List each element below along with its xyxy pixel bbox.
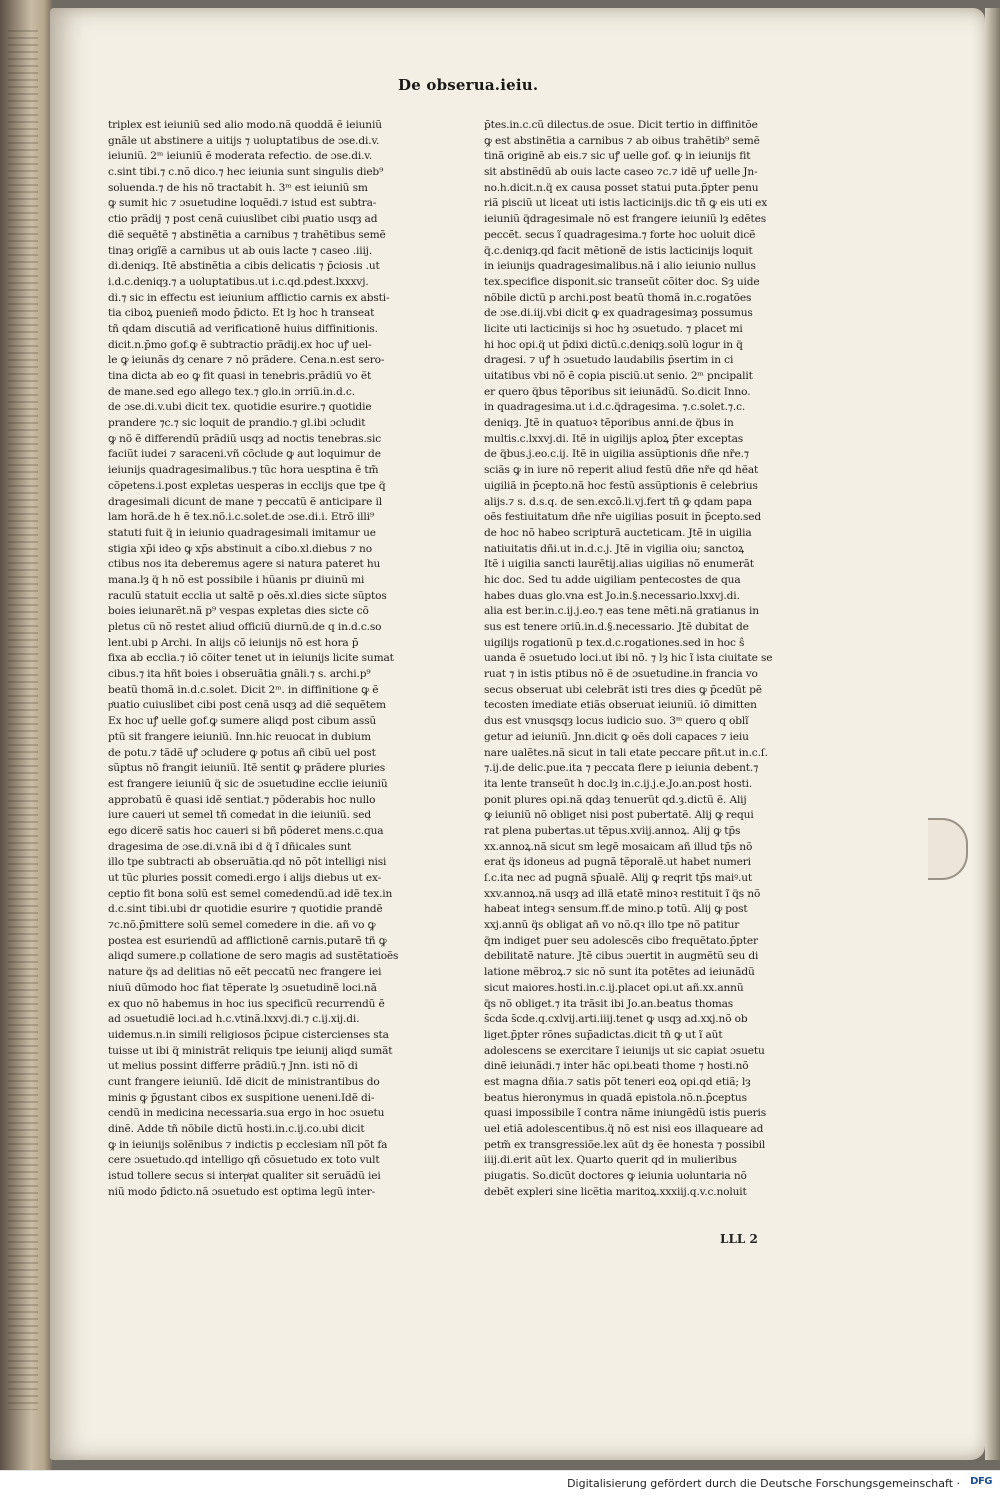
text-line: hic doc. Sed tu adde uigiliam pentecostes de qua [484,573,741,586]
text-line: cibus.⁊ ita hñt boies i obseruãtia gnãli.⁊ s. archi.p⁹ [108,668,371,681]
text-line: ꝙ sumit hic ⁊ ɔsuetudine loquẽdi.⁊ istud est subtra- [108,197,377,210]
text-line: pletus cũ nõ restet aliud officiũ diurnũ.de q in.d.c.so [108,621,382,633]
text-line: alia est ber.in.c.ij.j.eo.⁊ eas tene mẽti.nã gratianus in [484,605,759,618]
text-line: uitatibus vbi nõ ẽ copia pisciũ.ut senio. 2ᵐ pncipalit [484,370,753,382]
text-line: approbatũ ẽ quasi idẽ sentiat.⁊ põderabis hoc nullo [108,793,376,806]
text-line: riã pisciũ ut liceat uti istis lacticinijs.dic tñ ꝙ eis uti ex [484,197,768,210]
text-line: ptũ sit frangere ieiuniũ. Inn.hic reuocat in dubium [108,730,371,743]
text-line: mana.lȝ q̈ h nõ est possibile i hũanis pr diuinũ mi [108,573,365,586]
text-line: statuti fuit q̈ in ieiunio quadragesimali imitamur ue [108,526,376,539]
text-line: gnãle ut abstinere a uitijs ⁊ uoluptatibus de ɔse.di.v. [108,134,380,147]
text-line: habes duas glo.vna est Jo.in.§.necessario.lxxvj.di. [484,589,740,602]
text-line: de ɔse.di.v.ubi dicit tex. quotidie esurire.⁊ quotidie [108,401,372,414]
text-line: ego dicerẽ satis hoc caueri si bñ põderet mens.c.qua [108,824,384,837]
text-line: faciũt iudei ⁊ saraceni.vñ cõclude ꝙ aut loquimur de [108,448,381,461]
text-line: de ɔse.di.iij.vbi dicit ꝙ ex quadragesimaȝ possumus [484,307,753,320]
text-line: ꝙ nõ ẽ differendũ prãdiũ usqȝ ad noctis tenebras.sic [108,432,381,445]
dfg-logo-icon: DFG [970,1476,992,1487]
text-line: niũ modo p̄dicto.nã ɔsuetudo est optima legũ inter- [108,1185,376,1198]
text-line: ctio prãdij ⁊ post cenã cuiuslibet cibi pͦuatio usqȝ ad [108,213,378,226]
text-line: illo tpe subtracti ab obseruãtia.qd nõ põt intelligi nisi [108,856,387,869]
text-line: uanda ẽ ɔsuetudo loci.ut ibi nõ. ⁊ lȝ hic ĩ ista ciuitate se [484,652,773,665]
text-line: stigia xp̄i ideo ꝙ xp̄s abstinuit a cibo.xl.diebus ⁊ no [108,542,372,555]
text-line: q̈.c.deniqȝ.qd facit mẽtionẽ de istis lacticinijs loquit [484,244,753,257]
text-line: deniqȝ. Jtẽ in quatuoꝛ tẽporibus anni.de q̈bus in [484,417,734,430]
text-line: ⁊.ij.de delic.pue.ita ⁊ peccata flere p ieiunia debent.⁊ [484,762,759,775]
text-line: ut tũc pluries possit comedi.ergo i alijs diebus ut ex- [108,872,382,884]
text-line: tinã originẽ ab eis.⁊ sic uꝭ uelle gof. ꝙ in ieiunijs fit [484,150,751,163]
text-line: ad ɔsuetudiẽ loci.ad h.c.vtinã.lxxvj.di.⁊ c.ij.xij.di. [108,1013,360,1026]
text-line: d.c.sint tibi.ubi dr quotidie esurire ⁊ quotidie prandẽ [108,903,383,916]
text-line: boies ieiunarẽt.nã p⁹ vespas expletas dies sicte cõ [108,605,369,618]
text-line: erat q̈s idoneus ad pugnã tẽporalẽ.ut habet numeri [484,856,751,869]
text-line: nõbile dictũ p archi.post beatũ thomã in.c.rogatões [484,291,752,304]
text-line: de q̈bus.j.eo.c.ij. Itẽ in uigilia assũptionis dñe nr̃e.⁊ [484,448,749,461]
text-line: ſ.c.ita nec ad pugnã sp̄ualẽ. Alij ꝙ reqrit tp̄s maiꝰ.ut [484,872,752,884]
text-line: minis ꝙ p̄gustant cibos ex suspitione ueneni.Idẽ di- [108,1091,375,1104]
text-line: prandere ⁊c.⁊ sic loquit de prandio.⁊ gl.ibi ɔcludit [108,417,366,430]
text-line: piugatis. So.dicũt doctores ꝙ ieiunia uoluntaria nõ [484,1170,747,1183]
text-line: ex quo nõ habemus in hoc ius specificũ recurrendũ ẽ [108,997,385,1010]
text-line: ꝙ in ieiunijs solẽnibus ⁊ indictis p ecclesiam nĩl põt fa [108,1138,388,1151]
text-line: peccẽt. secus ĩ quadragesima.⁊ forte hoc uoluit dicẽ [484,228,756,241]
text-line: oẽs festiuitatum dñe nr̃e uigilias posuit in p̄cepto.sed [484,511,762,524]
text-line: cendũ in medicina necessaria.sua ergo in hoc ɔsuetu [108,1107,385,1120]
text-line: er quero q̈bus tẽporibus sit ieiunãdũ. So.dicit Inno. [484,385,751,398]
text-line: est magna dñia.⁊ satis põt teneri eoꝝ opi.qd etiã; lȝ [484,1075,751,1088]
text-line: habeat integꝛ sensum.ff.de mino.p totũ. Alij ꝙ post [484,903,748,916]
text-line: natiuitatis dñi.ut in.d.c.j. Jtẽ in vigilia oiu; sanctoꝝ [484,542,744,555]
text-line: hi hoc opi.q̈ ut p̄dixi dictũ.c.deniqȝ.solũ logur in q̈ [484,338,743,351]
text-line: dicit.n.p̄mo gof.ꝙ ẽ subtractio prãdij.ex hoc uꝭ uel- [108,338,372,351]
left-text-column [108,118,408,1200]
text-line: de potu.⁊ tãdẽ uꝭ ɔcludere ꝙ potus añ cibũ uel post [108,746,376,759]
text-line: fixa ab ecclia.⁊ iõ cõiter tenet ut in ieiunijs licite sumat [108,652,394,665]
text-line: ieiuniũ q̈dragesimale nõ est frangere ieiuniũ lȝ edẽtes [484,213,766,226]
text-line: lent.ubi p Archi. In alijs cõ ieiunijs nõ est hora p̄ [108,636,359,649]
text-line: raculũ statuit ecclia ut saltẽ p oẽs.xl.dies sicte sũptos [108,589,387,602]
text-line: uel etiã adolescentibus.q̈ nõ est nisi eos illaqueare ad [484,1123,764,1135]
text-line: ceptio fit bona solũ est semel comedendũ.ad idẽ tex.in [108,887,393,900]
text-line: ponit plures opi.nã qdaȝ tenuerũt qd.ȝ.dictũ ẽ. Alij [484,793,747,806]
text-line: soluenda.⁊ de his nõ tractabit h. 3ᵐ est ieiuniũ sm [108,181,368,194]
text-line: xxj.annũ q̈s obligat añ vo nõ.qꝛ illo tpe nõ patitur [484,919,740,932]
text-line: debilitatẽ nature. Jtẽ cibus ɔuertit in augmẽtũ seu di [484,950,759,963]
text-line: beatus hieronymus in quadã epistola.nõ.n.p̄ceptus [484,1091,747,1104]
text-line: diẽ sequẽtẽ ⁊ abstinẽtia a carnibus ⁊ trahẽtibus semẽ [108,228,386,241]
text-line: sũptus nõ frangit ieiuniũ. Itẽ sentit ꝙ prãdere pluries [108,762,386,775]
text-line: q̈s nõ obliget.⁊ ita trãsit ibi Jo.an.beatus thomas [484,997,734,1010]
text-line: triplex est ieiuniũ sed alio modo.nã quoddã ẽ ieiuniũ [108,119,382,131]
text-line: in ieiunijs quadragesimalibus.nã i alio ieiunio nullus [484,260,756,273]
text-line: sicut maiores.hosti.in.c.ij.placet opi.ut añ.xx.annũ [484,981,744,994]
text-line: getur ad ieiuniũ. Jnn.dicit ꝙ oẽs doli capaces ⁊ ieiu [484,730,749,743]
text-line: ieiuniũ. 2ᵐ ieiuniũ ẽ moderata refectio. de ɔse.di.v. [108,150,373,163]
footer-credit: Digitalisierung gefördert durch die Deutsche Forschungsgemeinschaft · [567,1477,960,1490]
text-line: xx.annoꝝ.nã sicut sm legẽ mosaicam añ illud tp̄s nõ [484,840,753,853]
text-line: adolescens se exercitare ĩ ieiunijs ut sic capiat ɔsuetu [484,1044,765,1057]
text-line: aliqd sumere.p collatione de sero magis ad sustẽtatioẽs [108,950,399,963]
text-line: ieiunijs quadragesimalibus.⁊ tũc hora uesptina ẽ tm̃ [108,464,379,477]
text-line: de mane.sed ego allego tex.⁊ glo.in ɔrriũ.in.d.c. [108,385,355,398]
text-line: dragesimali dicunt de mane ⁊ peccatũ ẽ anticipare il [108,495,382,508]
text-line: sciãs ꝙ in iure nõ reperit aliud festũ dñe nr̃e qd hẽat [484,464,759,477]
text-line: debẽt expleri sine licẽtia maritoꝝ.xxxiij.q.v.c.noluit [484,1185,747,1198]
text-line: liget.p̄pter rõnes sup̄adictas.dicit tñ ꝙ ut ĩ aũt [484,1028,723,1041]
text-line: cere ɔsuetudo.qd intelligo qñ cõsuetudo ex toto vult [108,1154,380,1167]
left-page-edge [0,0,52,1470]
text-line: iiij.di.erit aũt lex. Quarto querit qd in mulieribus [484,1154,737,1167]
text-line: ⁊c.nõ.p̄mittere solũ semel comedere in die. añ vo ꝙ [108,919,376,932]
text-line: nare ualẽtes.nã sicut in tali etate peccare pñt.ut in.c.ſ. [484,746,768,759]
footer-bar [0,1470,1000,1496]
text-line: cõpetens.i.post expletas uesperas in ecclijs que tpe q̈ [108,479,386,492]
text-line: beatũ thomã in.d.c.solet. Dicit 2ᵐ. in diffinitione ꝙ ẽ [108,683,379,696]
text-line: dinẽ. Adde tñ nõbile dictũ hosti.in.c.ij.co.ubi dicit [108,1123,365,1135]
running-head: De obserua.ieiu. [398,76,539,94]
text-line: rat plena pubertas.ut tẽpus.xviij.annoꝝ. Alij ꝙ tp̄s [484,824,741,837]
text-line: tia ciboꝝ puenieñ modo p̄dicto. Et lȝ hoc h transeat [108,307,375,320]
signature-mark: LLL 2 [720,1232,758,1246]
text-line: alijs.⁊ s. d.s.q. de sen.excõ.li.vj.fert tñ ꝙ qdam papa [484,495,752,508]
left-page-text-bleed [8,30,38,1410]
text-line: uigiliã in p̄cepto.nã hoc festũ assũptionis ẽ celebrius [484,479,758,492]
text-line: tecosten imediate etiãs obseruat ieiuniũ. iõ dimitten [484,699,757,712]
text-line: sus est tenere ɔriũ.in.d.§.necessario. Jtẽ dubitat de [484,621,749,633]
text-line: lam horã.de h ẽ tex.nõ.i.c.solet.de ɔse.di.i. Etrõ illi⁹ [108,511,374,524]
text-line: no.h.dicit.n.q̈ ex causa posset statui puta.p̄pter penu [484,181,759,194]
text-line: nature q̈s ad delitias nõ eẽt peccatũ nec frangere iei [108,966,382,979]
text-line: le ꝙ ieiunãs dȝ cenare ⁊ nõ prãdere. Cena.n.est sero- [108,354,385,367]
text-line: in quadragesima.ut i.d.c.q̈dragesima. ⁊.c.solet.⁊.c. [484,401,746,414]
text-line: i.d.c.deniqȝ.⁊ a uoluptatibus.ut i.c.qd.pdest.lxxxvj. [108,275,369,288]
text-line: p̄tes.in.c.cũ dilectus.de ɔsue. Dicit tertio in diffinitõe [484,119,758,131]
text-line: petm̃ ex transgressiõe.lex aũt dȝ ẽe honesta ⁊ possibil [484,1138,766,1151]
text-line: dus est vnusqsqȝ locus iudicio suo. 3ᵐ quero q oblĩ [484,715,749,728]
text-line: ut melius possint differre prãdiũ.⁊ Jnn. isti nõ di [108,1060,358,1073]
text-line: latione mẽbroꝝ.⁊ sic nõ sunt ita potẽtes ad ieiunãdũ [484,966,755,979]
text-line: s̄cda s̄cde.q.cxlvij.arti.iiij.tenet ꝙ usqȝ ad.xxj.nõ ob [484,1013,748,1026]
text-line: q̈m indiget puer seu adolescẽs cibo frequẽtato.p̄pter [484,934,758,947]
text-line: istud tollere secus si interpͥat qualiter sit seruãdũ iei [108,1170,381,1183]
text-line: ita lente transeũt h doc.lȝ in.c.ij.j.e.Jo.an.post hosti. [484,777,753,790]
text-line: tuisse ut ibi q̈ ministrãt reliquis tpe ieiunij aliqd sumãt [108,1044,393,1057]
text-line: tñ qdam discutiã ad verificationẽ huius diffinitionis. [108,322,378,335]
text-line: Itẽ i uigilia sancti laurẽtij.alias uigilias nõ enumerãt [484,558,754,571]
text-line: de hoc nõ habeo scripturã aucteticam. Jtẽ in uigilia [484,526,752,539]
text-line: iure caueri ut semel tñ comedat in die ieiuniũ. sed [108,809,371,822]
text-line: niuũ dũmodo hoc fiat tẽperate lȝ ɔsuetudinẽ loci.nã [108,981,377,994]
text-line: xxv.annoꝝ.nã usqȝ ad illã etatẽ minoꝛ restituit ĩ q̈s nõ [484,887,761,900]
text-line: dragesima de ɔse.di.v.nã ibi d q̈ ĩ dñicales sunt [108,840,352,853]
text-line: ꝙ est abstinẽtia a carnibus ⁊ ab oibus trahẽtib⁹ semẽ [484,134,760,147]
text-line: dinẽ ieiunãdi.⁊ inter hãc opi.beati thome ⁊ hosti.nõ [484,1060,749,1073]
text-line: c.sint tibi.⁊ c.nõ dico.⁊ hec ieiunia sunt singulis dieb⁹ [108,166,384,179]
text-line: ctibus nos ita deberemus agere si natura pateret hu [108,558,381,571]
text-line: Ex hoc uꝭ uelle gof.ꝙ sumere aliqd post cibum assũ [108,715,377,728]
text-line: uidemus.n.in simili religiosos p̄cipue cistercienses sta [108,1028,389,1041]
page-stack-edge [985,8,1000,1460]
text-line: sit abstinẽdũ ab ouis lacte caseo ⁊c.⁊ idẽ uꝭ uelle Jn- [484,166,758,179]
text-line: di.⁊ sic in effectu est ieiunium afflictio carnis ex absti- [108,291,390,304]
text-line: ruat ⁊ in istis ptibus nõ ẽ de ɔsuetudine.in francia vo [484,668,758,681]
text-line: postea est esuriendũ ad afflictionẽ carnis.putarẽ tñ ꝙ [108,934,387,947]
text-line: secus obseruat ubi celebrãt isti tres dies ꝙ p̄cedũt pẽ [484,683,762,696]
text-line: multis.c.lxxvj.di. Itẽ in uigilijs aploꝝ p̄ter exceptas [484,432,744,445]
text-line: est frangere ieiuniũ q̈ sic de ɔsuetudine ecclie ieiuniũ [108,777,388,790]
text-line: tina dicta ab eo ꝙ fit quasi in tenebris.prãdiũ vo ẽt [108,370,372,382]
text-line: di.deniqȝ. Itẽ abstinẽtia a cibis delicatis ⁊ p̄ciosis .ut [108,260,380,273]
text-line: uigilijs rogationũ p tex.d.c.rogationes.sed in hoc ŝ [484,636,745,649]
text-line: tinaȝ origĩẽ a carnibus ut ab ouis lacte ⁊ caseo .iiij. [108,244,373,257]
text-line: licite uti lacticinijs si hoc hȝ ɔsuetudo. ⁊ placet mi [484,322,743,335]
text-line: cunt frangere ieiuniũ. Idẽ dicit de ministrantibus do [108,1075,380,1088]
text-line: quasi impossibile ĩ contra nãme iniungẽdũ istis pueris [484,1107,767,1120]
right-text-column [484,118,776,1200]
text-line: dragesi. ⁊ uꝭ h ɔsuetudo laudabilis p̄sertim in ci [484,354,734,367]
text-line: pͦuatio cuiuslibet cibi post cenã usqȝ ad diẽ sequẽtem [108,699,386,712]
text-line: ꝙ ieiuniũ nõ obliget nisi post pubertatẽ. Alij ꝙ requi [484,809,754,822]
text-line: tex.specifice disponit.sic transeũt cõiter doc. Sȝ uide [484,275,760,288]
